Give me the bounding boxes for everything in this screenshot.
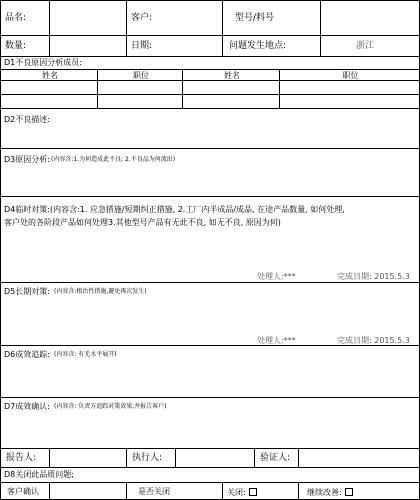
- close-option-cell[interactable]: [222, 482, 299, 500]
- d1-member-cell[interactable]: [182, 94, 280, 109]
- customer-confirm-label: 客户确认: [7, 487, 39, 496]
- d1-member-cell[interactable]: [0, 80, 98, 95]
- d4-completion-date: 完成日期: 2015.5.3: [337, 272, 410, 281]
- location-value-cell[interactable]: [320, 35, 420, 57]
- d7-title: D7成效确认:: [4, 402, 50, 411]
- verifier-value-cell[interactable]: [298, 448, 420, 468]
- model-label-cell: [222, 0, 321, 36]
- d5-completion-date: 完成日期: 2015.5.3: [337, 336, 410, 345]
- d1-title: D1不良原因分析成员:: [4, 58, 82, 67]
- d2-title: D2不良描述:: [4, 115, 50, 124]
- customer-confirm-label-cell: [0, 482, 50, 500]
- continue-option[interactable]: [307, 488, 353, 497]
- customer-label-cell: [126, 0, 223, 36]
- continue-label: 继续改善:: [307, 488, 342, 497]
- d1-member-cell[interactable]: [279, 94, 420, 109]
- d1-member-cell[interactable]: [0, 94, 98, 109]
- executor-value-cell[interactable]: [175, 448, 255, 468]
- d1-title-cell: [0, 56, 420, 70]
- d1-col-position-2-label: 职位: [342, 71, 359, 80]
- closed-question-cell: [126, 482, 223, 500]
- d4-section[interactable]: [0, 196, 420, 283]
- d1-col-position-1-label: 职位: [133, 71, 149, 80]
- d3-section[interactable]: [0, 148, 420, 197]
- closed-question-label: 是否关闭: [138, 487, 170, 496]
- d1-member-cell[interactable]: [182, 80, 280, 95]
- d7-section[interactable]: [0, 397, 420, 449]
- d1-col-name-2-label: 姓名: [224, 71, 240, 80]
- verifier-label: 验证人:: [260, 453, 291, 463]
- d1-member-cell[interactable]: [279, 80, 420, 95]
- close-option[interactable]: [227, 488, 257, 497]
- d7-note: (内容含: 负责方追踪对策效果,并报告客户): [54, 403, 167, 410]
- d5-note: (内容含:根治性措施,避免再次发生): [54, 288, 147, 295]
- product-name-value-cell[interactable]: [49, 0, 127, 36]
- d4-description-line2: 客户处的各阶段产品如何处理3.其他型号产品有无此不良, 如无不良, 原因为何): [4, 218, 281, 227]
- product-name-label-cell: [0, 0, 50, 36]
- d5-section[interactable]: [0, 282, 420, 346]
- d5-title: D5长期对策:: [4, 287, 50, 296]
- customer-confirm-value-cell[interactable]: [49, 482, 127, 500]
- date-label: 日期:: [131, 41, 153, 51]
- close-label: 关闭:: [227, 488, 246, 497]
- reporter-label: 报告人:: [6, 453, 37, 463]
- executor-label: 执行人:: [132, 453, 163, 463]
- d6-note: (内容含: 有无水平展开): [54, 351, 117, 358]
- verifier-label-cell: [254, 448, 299, 468]
- model-value-cell[interactable]: [320, 0, 420, 36]
- reporter-value-cell[interactable]: [49, 448, 127, 468]
- executor-label-cell: [126, 448, 176, 468]
- quantity-label: 数量:: [5, 41, 27, 51]
- d2-section[interactable]: [0, 108, 420, 149]
- d8-title-cell: [0, 467, 420, 483]
- reporter-label-cell: [0, 448, 50, 468]
- d1-member-cell[interactable]: [97, 80, 183, 95]
- continue-checkbox[interactable]: [345, 488, 353, 496]
- quantity-label-cell: [0, 35, 50, 57]
- location-label: 问题发生地点:: [229, 41, 287, 51]
- product-name-label: 品名:: [5, 13, 27, 23]
- d6-title: D6成效追踪:: [4, 350, 50, 359]
- d3-note: (内容含:1.为何造成此不良; 2.不良品为何流出): [51, 156, 176, 163]
- model-label: 型号/料号: [235, 13, 275, 23]
- d1-member-cell[interactable]: [97, 94, 183, 109]
- continue-option-cell[interactable]: [298, 482, 420, 500]
- date-label-cell: [126, 35, 223, 57]
- d8-title: D8关闭此品质问题;: [4, 470, 74, 479]
- quantity-value-cell[interactable]: [49, 35, 127, 57]
- location-value: 浙江: [356, 41, 375, 51]
- d6-section[interactable]: [0, 345, 420, 398]
- close-checkbox[interactable]: [249, 488, 257, 496]
- customer-label: 客户:: [131, 13, 153, 23]
- d1-col-name-1-label: 姓名: [42, 71, 58, 80]
- d4-description-line1: D4临时对策:(内容含:1. 应急措施/短期纠正措施, 2.工厂内半成品/成品, 在途产品数量, 如何处理,: [4, 205, 345, 214]
- d4-handler-label: 处理人:***: [257, 272, 296, 281]
- location-label-cell: [222, 35, 321, 57]
- d5-handler-label: 处理人:***: [257, 336, 296, 345]
- d3-title: D3原因分析:: [4, 155, 50, 164]
